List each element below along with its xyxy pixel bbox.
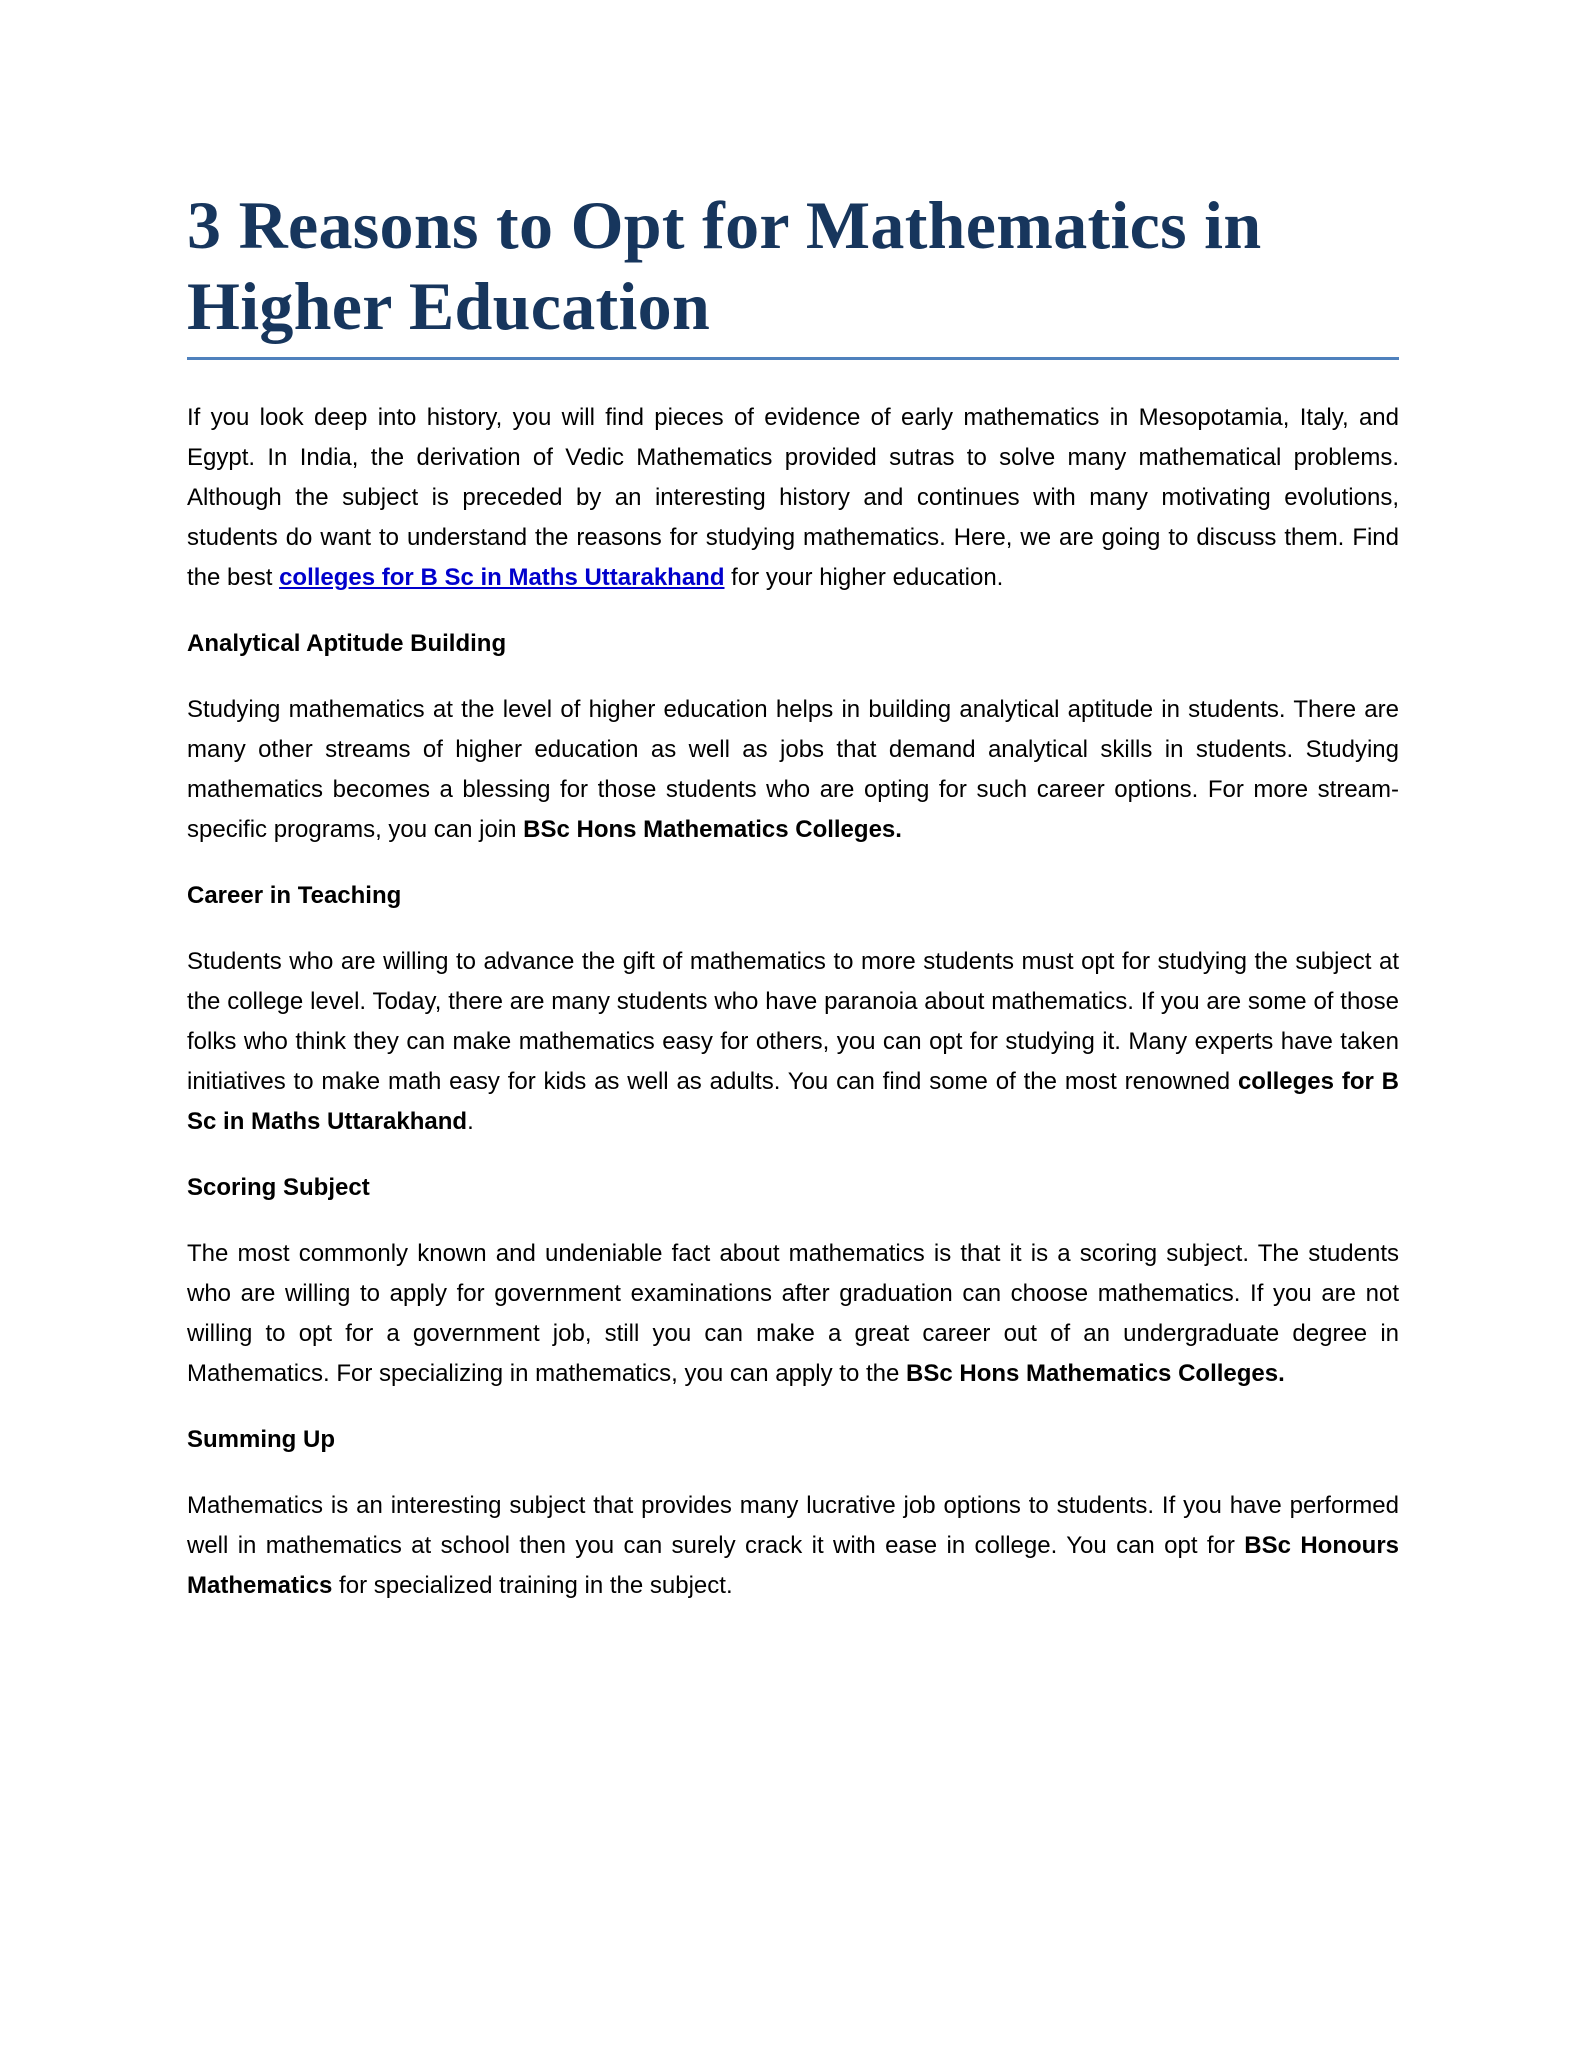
section-bold-text: BSc Hons Mathematics Colleges. (906, 1360, 1285, 1387)
section-bold-text: BSc Honours Mathematics (187, 1532, 1400, 1599)
section-text: Students who are willing to advance the gift of mathematics to more students must opt for studying the subject at the college level. Today, there are many students who have paranoia about mathematics. If you are some of those folks who think they can make mathematics easy for others, you can opt for studying it. Many experts have taken initiatives to make math easy for kids as well as adults. You can find some of the most renowned (187, 948, 1399, 1095)
section-text-after: . (467, 1108, 474, 1135)
section-bold-text: colleges for B Sc in Maths Uttarakhand (187, 1068, 1400, 1135)
page-title: 3 Reasons to Opt for Mathematics in Higher Education (187, 185, 1399, 360)
section-heading-scoring: Scoring Subject (187, 1174, 370, 1201)
colleges-link[interactable]: colleges for B Sc in Maths Uttarakhand (279, 564, 725, 591)
intro-paragraph (187, 398, 1399, 598)
intro-text-after: for your higher education. (724, 564, 1004, 591)
section-paragraph-analytical (187, 690, 1399, 850)
section-bold-text: BSc Hons Mathematics Colleges. (523, 816, 902, 843)
section-paragraph-summing-up (187, 1486, 1399, 1606)
section-text: The most commonly known and undeniable fact about mathematics is that it is a scoring subject. The students who are willing to apply for government examinations after graduation can choose mathematics. If you are not willing to opt for a government job, still you can make a great career out of an undergraduate degree in Mathematics. For specializing in mathematics, you can apply to the (187, 1240, 1399, 1387)
section-text-after: for specialized training in the subject. (332, 1572, 733, 1599)
section-text: Studying mathematics at the level of higher education helps in building analytical aptitude in students. There are many other streams of higher education as well as jobs that demand analytical skills in students. Studying mathematics becomes a blessing for those students who are opting for such career options. For more stream-specific programs, you can join (187, 696, 1399, 843)
document-page (187, 185, 1399, 1606)
section-heading-summing-up: Summing Up (187, 1426, 335, 1453)
section-paragraph-teaching (187, 942, 1399, 1142)
section-paragraph-scoring (187, 1234, 1399, 1394)
section-text: Mathematics is an interesting subject that provides many lucrative job options to students. If you have performed well in mathematics at school then you can surely crack it with ease in college. You can opt for (187, 1492, 1399, 1559)
intro-text-before: If you look deep into history, you will find pieces of evidence of early mathematics in Mesopotamia, Italy, and Egypt. In India, the derivation of Vedic Mathematics provided sutras to solve many mathematical problems. Although the subject is preceded by an interesting history and continues with many motivating evolutions, students do want to understand the reasons for studying mathematics. Here, we are going to discuss them. Find the best (187, 404, 1399, 591)
section-heading-teaching: Career in Teaching (187, 882, 402, 909)
section-heading-analytical: Analytical Aptitude Building (187, 630, 507, 657)
